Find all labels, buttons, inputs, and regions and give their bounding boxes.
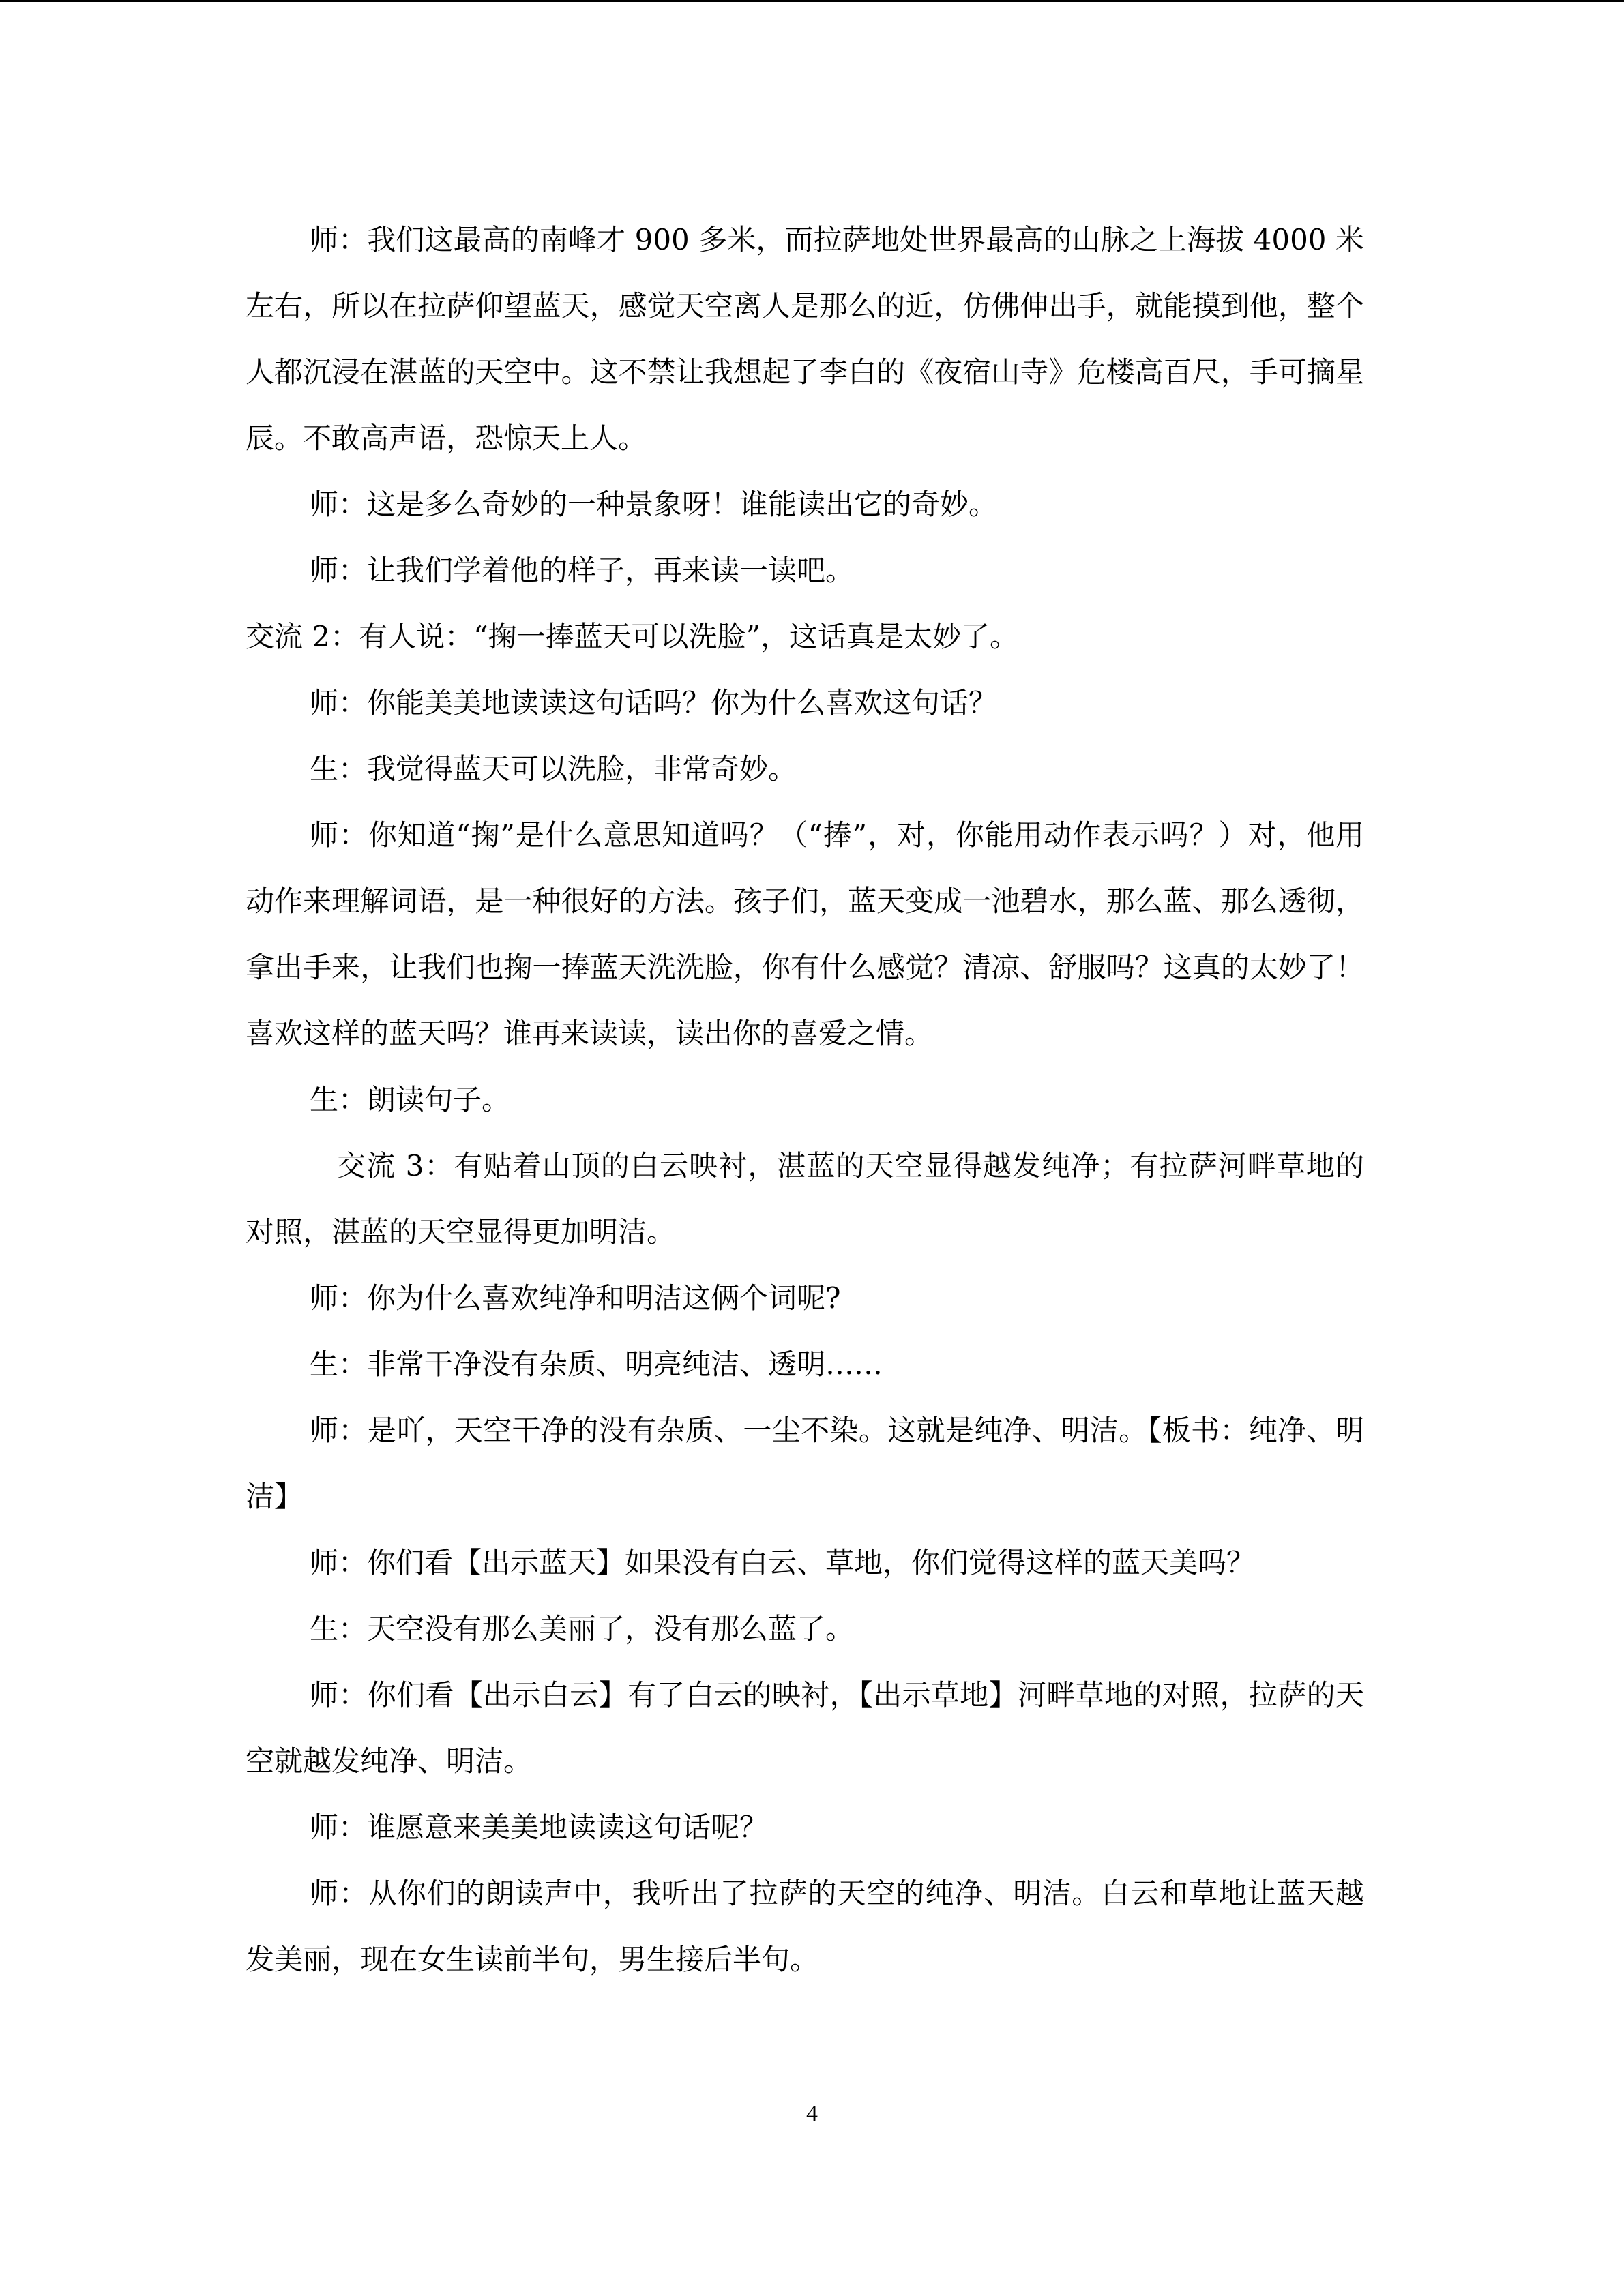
paragraph-student-less-beautiful: 生：天空没有那么美丽了，没有那么蓝了。 (310, 1612, 855, 1645)
paragraph-teacher-why-like: 师：你能美美地读读这句话吗？你为什么喜欢这句话？ (310, 686, 998, 719)
paragraph-teacher-wonder: 师：这是多么奇妙的一种景象呀！谁能读出它的奇妙。 (310, 488, 998, 521)
page-number: 4 (806, 2101, 818, 2126)
paragraph-teacher-read-again: 师：让我们学着他的样子，再来读一读吧。 (310, 554, 855, 587)
paragraph-teacher-girls-boys: 师：从你们的朗读声中，我听出了拉萨的天空的纯净、明洁。白云和草地让蓝天越发美丽，现在女生读前半句，男生接后半句。 (246, 1877, 1364, 1976)
paragraph-exchange-2: 交流 2：有人说：“掬一捧蓝天可以洗脸”，这话真是太妙了。 (246, 620, 1019, 653)
paragraph-student-wash-face: 生：我觉得蓝天可以洗脸，非常奇妙。 (310, 752, 797, 786)
document-body (246, 207, 1364, 1993)
paragraph-teacher-pure-bright: 师：你为什么喜欢纯净和明洁这俩个词呢? (310, 1281, 841, 1315)
paragraph-exchange-3: 交流 3：有贴着山顶的白云映衬，湛蓝的天空显得越发纯净；有拉萨河畔草地的对照，湛蓝的天空显得更加明洁。 (246, 1149, 1364, 1249)
paragraph-teacher-show-clouds: 师：你们看【出示白云】有了白云的映衬，【出示草地】河畔草地的对照，拉萨的天空就越发纯净、明洁。 (246, 1678, 1364, 1778)
paragraph-teacher-altitude: 师：我们这最高的南峰才 900 多米，而拉萨地处世界最高的山脉之上海拔 4000 米左右，所以在拉萨仰望蓝天，感觉天空离人是那么的近，仿佛伸出手，就能摸到他，整个人都沉浸在湛蓝的天空中。这不禁让我想起了李白的《夜宿山寺》危楼高百尺，手可摘星辰。不敢高声语，恐惊天上人。 (246, 223, 1364, 455)
paragraph-teacher-who-reads: 师：谁愿意来美美地读读这句话呢？ (310, 1810, 769, 1844)
page-top-border (0, 0, 1624, 2)
paragraph-teacher-board-note: 师：是吖，天空干净的没有杂质、一尘不染。这就是纯净、明洁。【板书：纯净、明洁】 (246, 1414, 1364, 1513)
paragraph-teacher-ju-meaning: 师：你知道“掬”是什么意思知道吗？（“捧”，对，你能用动作表示吗？）对，他用动作来理解词语，是一种很好的方法。孩子们，蓝天变成一池碧水，那么蓝、那么透彻，拿出手来，让我们也掬一捧蓝天洗洗脸，你有什么感觉？清凉、舒服吗？这真的太妙了！喜欢这样的蓝天吗？谁再来读读，读出你的喜爱之情。 (246, 818, 1364, 1050)
paragraph-student-clean: 生：非常干净没有杂质、明亮纯洁、透明…… (310, 1347, 883, 1381)
paragraph-student-read-aloud: 生：朗读句子。 (310, 1083, 511, 1116)
paragraph-teacher-show-sky: 师：你们看【出示蓝天】如果没有白云、草地，你们觉得这样的蓝天美吗？ (310, 1546, 1256, 1579)
